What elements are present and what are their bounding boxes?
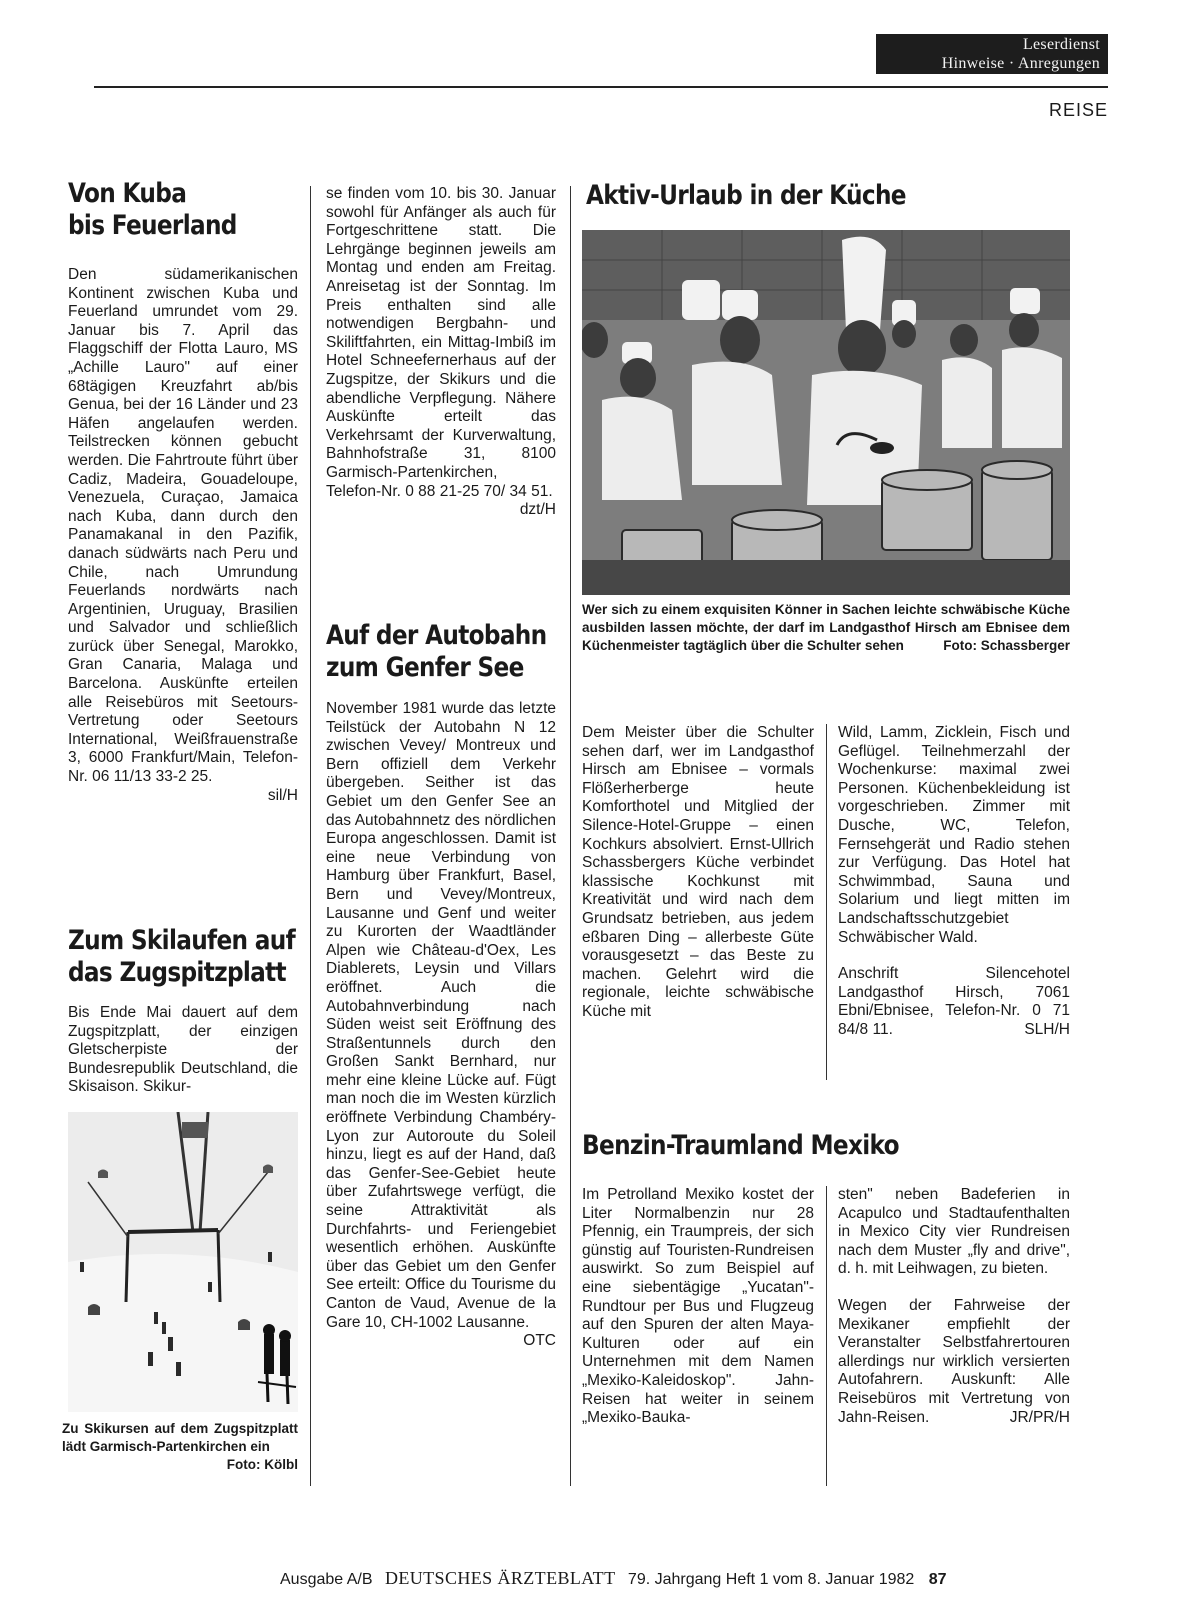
article-body-autobahn: November 1981 wurde das letzte Teilstück der Autobahn N 12 zwischen Vevey/ Montreux und Bern offiziell dem Verkehr übergeben. Seither ist das Gebiet um den Genfer See an das Autobahnnetz des nördlichen Europa angeschlossen. Damit ist eine neue Verbindung von Hamburg über Frankfurt, Basel, Bern und Vevey/Montreux, Lausanne und Genf und weiter zu Kurorten der Waadtländer Alpen wie Château-d'Oex, Les Diablerets, Leysin und Villars eröffnet. Auch die Autobahnverbindung nach Süden weist seit Eröffnung des Straßentunnels durch den Großen Sankt Bernhard, nur mehr eine kleine Lücke auf. Fügt man noch die im Westen kürzlich eröffnete Verbindung Chambéry-Lyon zur Autoroute du Soleil hinzu, liegt es auf der Hand, daß das Genfer-See-Gebiet heute über Zufahrtswege verfügt, die seine Attraktivität als Durchfahrts- und Feriengebiet wesentlich erhöhen. Auskünfte über das Gebiet um den Genfer See erteilt: Office du Tourisme du Canton de Vaud, Avenue de la Gare 10, CH-1002 Lausanne. OTC (326, 700, 556, 1350)
section-banner (876, 34, 1108, 74)
footer-magazine: DEUTSCHES ÄRZTEBLATT (384, 1568, 616, 1588)
column-divider-4 (826, 1186, 827, 1486)
article-title-kueche: Aktiv-Urlaub in der Küche (586, 180, 906, 211)
footer-issue: 79. Jahrgang Heft 1 vom 8. Januar 1982 (627, 1571, 915, 1588)
page-footer (280, 1568, 947, 1589)
signature-autobahn: OTC (523, 1332, 556, 1350)
column-divider-3 (826, 724, 827, 1080)
banner-line-2: Hinweise · Anregungen (941, 55, 1100, 72)
article-title-mexiko: Benzin-Traumland Mexiko (582, 1130, 899, 1161)
kitchen-illustration (582, 230, 1070, 595)
address-kueche: Anschrift Silencehotel Landgasthof Hirsch, 7061 Ebni/Ebnisee, Telefon-Nr. 0 71 84/8 11. (838, 965, 1070, 1038)
kitchen-photo (582, 230, 1070, 595)
signature-ski: dzt/H (519, 501, 556, 519)
page-number: 87 (928, 1571, 947, 1588)
caption-kueche: Wer sich zu einem exquisiten Könner in Sachen leichte schwäbische Küche ausbilden lassen möchte, der darf im Landgasthof Hirsch am Ebnisee dem Küchenmeister tagtäglich über die Schulter sehen Foto: Schassberger (582, 602, 1070, 653)
ski-lift-illustration (68, 1112, 298, 1412)
article-body-ski-continued: se finden vom 10. bis 30. Januar sowohl für Anfänger als auch für Fortgeschrittene statt. Die Lehrgänge beginnen jeweils am Montag und enden am Freitag. Anreisetag ist der Sonntag. Im Preis enthalten sind alle notwendigen Bergbahn- und Skiliftfahrten, ein Mittag-Imbiß im Hotel Schneefernerhaus auf der Zugspitze, der Skikurs und die abendliche Verpflegung. Nähere Auskünfte erteilt das Verkehrsamt der Kurverwaltung, Bahnhofstraße 31, 8100 Garmisch-Partenkirchen, Telefon-Nr. 0 88 21-25 70/ 34 51. dzt/H (326, 185, 556, 519)
article-body-kuba: Den südamerikanischen Kontinent zwischen Kuba und Feuerland umrundet vom 29. Januar bis 7. April das Flaggschiff der Flotta Lauro, MS „Achille Lauro" auf einer 68tägigen Kreuzfahrt ab/bis Genua, bei der 16 Länder und 23 Häfen angelaufen werden. Teilstrecken können gebucht werden. Die Fahrtroute führt über Cadiz, Madeira, Gouadeloupe, Venezuela, Curaçao, Jamaica nach Kuba, dann durch den Panamakanal in den Pazifik, danach südwärts nach Peru und Chile, nach Umrundung Feuerlands nordwärts nach Argentinien, Uruguay, Brasilien und Salvador und schließlich zurück über Senegal, Marokko, Gran Canaria, Malaga und Barcelona. Auskünfte erteilen alle Reisebüros mit Seetours-Vertretung oder Seetours International, Weißfrauenstraße 3, 6000 Frankfurt/Main, Telefon-Nr. 06 11/13 33-2 25. sil/H (68, 266, 298, 804)
article-body-mexiko-col1: Im Petrolland Mexiko kostet der Liter Normalbenzin nur 28 Pfennig, ein Traumpreis, der sich günstig auf Touristen-Rundreisen auswirkt. So zum Beispiel auf eine siebentägige „Yucatan"-Rundtour per Bus und Flugzeug auf den Spuren der alten Maya-Kulturen oder auf ein Unternehmen mit dem Namen „Mexiko-Kaleidoskop". Jahn-Reisen hat weiter in seinem „Mexiko-Bauka- (582, 1186, 814, 1427)
article-title-kuba: Von Kuba bis Feuerland (68, 178, 237, 241)
article-title-ski: Zum Skilaufen auf das Zugspitzplatt (68, 925, 296, 988)
column-divider-1 (310, 186, 311, 1486)
section-label: REISE (1048, 100, 1108, 120)
article-body-kueche-col1: Dem Meister über die Schulter sehen darf, wer im Landgasthof Hirsch am Ebnisee – vormals Flößerherberge heute Komforthotel und Mitglied der Silence-Hotel-Gruppe – einen Kochkurs absolviert. Ernst-Ullrich Schassbergers Küche verbindet klassische Kochkunst mit Kreativität und wird nach dem Grundsatz betrieben, aus jedem eßbaren Ding – allerbeste Güte vorausgesetzt – das Beste zu machen. Gelehrt wird die regionale, leichte schwäbische Küche mit (582, 724, 814, 1020)
credit-kueche: Foto: Schassberger (943, 638, 1070, 653)
article-body-mexiko-col2: sten" neben Badeferien in Acapulco und Stadtaufenthalten in Mexico City vier Rundreisen nach dem Muster „fly and drive", d. h. mit Leihwagen, zu bieten. Wegen der Fahrweise der Mexikaner empfiehlt der Veranstalter Selbstfahrertouren allerdings nur wirklich versierten Autofahrern. Auskunft: Alle Reisebüros mit Vertretung von Jahn-Reisen. JR/PR/H (838, 1186, 1070, 1426)
banner-line-1: Leserdienst (1022, 36, 1100, 53)
signature-kuba: sil/H (267, 786, 298, 804)
article-body-ski: Bis Ende Mai dauert auf dem Zugspitzplatt, der einzigen Gletscherpiste der Bundesrepublik Deutschland, die Skisaison. Skikur- (68, 1004, 298, 1096)
signature-mexiko: JR/PR/H (1009, 1408, 1070, 1426)
article-title-autobahn: Auf der Autobahn zum Genfer See (326, 620, 547, 683)
column-divider-2 (570, 186, 571, 1486)
header-rule (94, 86, 1108, 88)
footer-edition: Ausgabe A/B (280, 1571, 373, 1588)
ski-photo (68, 1112, 298, 1412)
credit-ski: Foto: Kölbl (226, 1457, 298, 1472)
signature-kueche: SLH/H (1024, 1020, 1070, 1038)
caption-ski: Zu Skikursen auf dem Zugspitzplatt lädt Garmisch-Partenkirchen ein Foto: Kölbl (62, 1421, 298, 1472)
article-body-kueche-col2: Wild, Lamm, Zicklein, Fisch und Geflügel. Teilnehmerzahl der Wochenkurse: maximal zwei Personen. Küchenbekleidung ist vorgeschrieben. Zimmer mit Dusche, WC, Telefon, Fernsehgerät und Radio stehen zur Verfügung. Das Hotel hat Schwimmbad, Sauna und Solarium und liegt mitten im Landschaftsschutzgebiet Schwäbischer Wald. Anschrift Silencehotel Landgasthof Hirsch, 7061 Ebni/Ebnisee, Telefon-Nr. 0 71 84/8 11. SLH/H (838, 724, 1070, 1038)
